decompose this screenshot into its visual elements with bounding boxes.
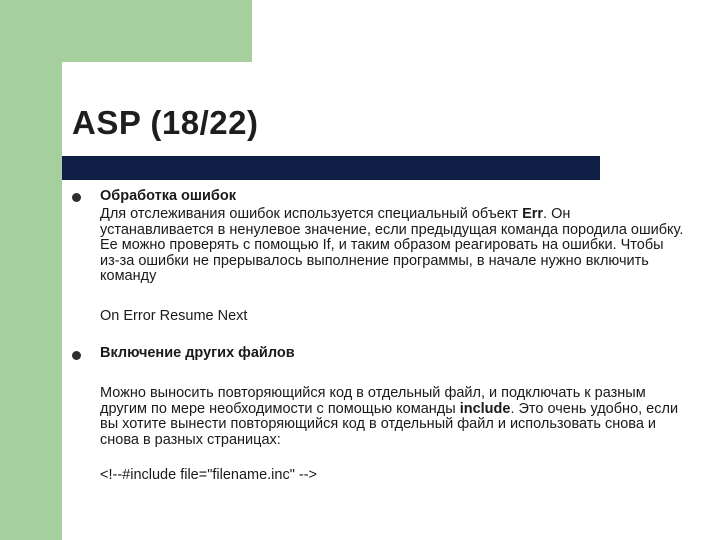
title-underline-bar [62, 156, 600, 180]
code-include-directive: <!--#include file="filename.inc" --> [100, 467, 318, 483]
keyword-include: include [459, 400, 511, 417]
section-text-error-handling: Для отслеживания ошибок используется специальный объект Err. Он устанавливается в ненулевое значение, если предыдущая команда породила ошибку. Ее можно проверять с помощью If, и таким образом реагировать на ошибки. Чтобы из-за ошибки не прерывалось выполнение программы, в начале нужно включить команду [100, 206, 684, 284]
bullet-dot [72, 193, 81, 202]
code-on-error-resume-next: On Error Resume Next [100, 308, 248, 324]
bullet-dot [72, 351, 81, 360]
decorative-green-block-left [0, 0, 62, 540]
section-text-include-files: Можно выносить повторяющийся код в отдельный файл, и подключать к разным другим по мере необходимости с помощью команды include. Это очень удобно, если вы хотите вынести повторяющийся код в отдельный файл и использовать снова и снова в разных страницах: [100, 385, 679, 448]
slide-title: ASP (18/22) [72, 104, 259, 141]
section-heading-include-files: Включение других файлов [100, 345, 295, 361]
keyword-err: Err [522, 206, 544, 222]
section-heading-error-handling: Обработка ошибок [100, 188, 236, 204]
